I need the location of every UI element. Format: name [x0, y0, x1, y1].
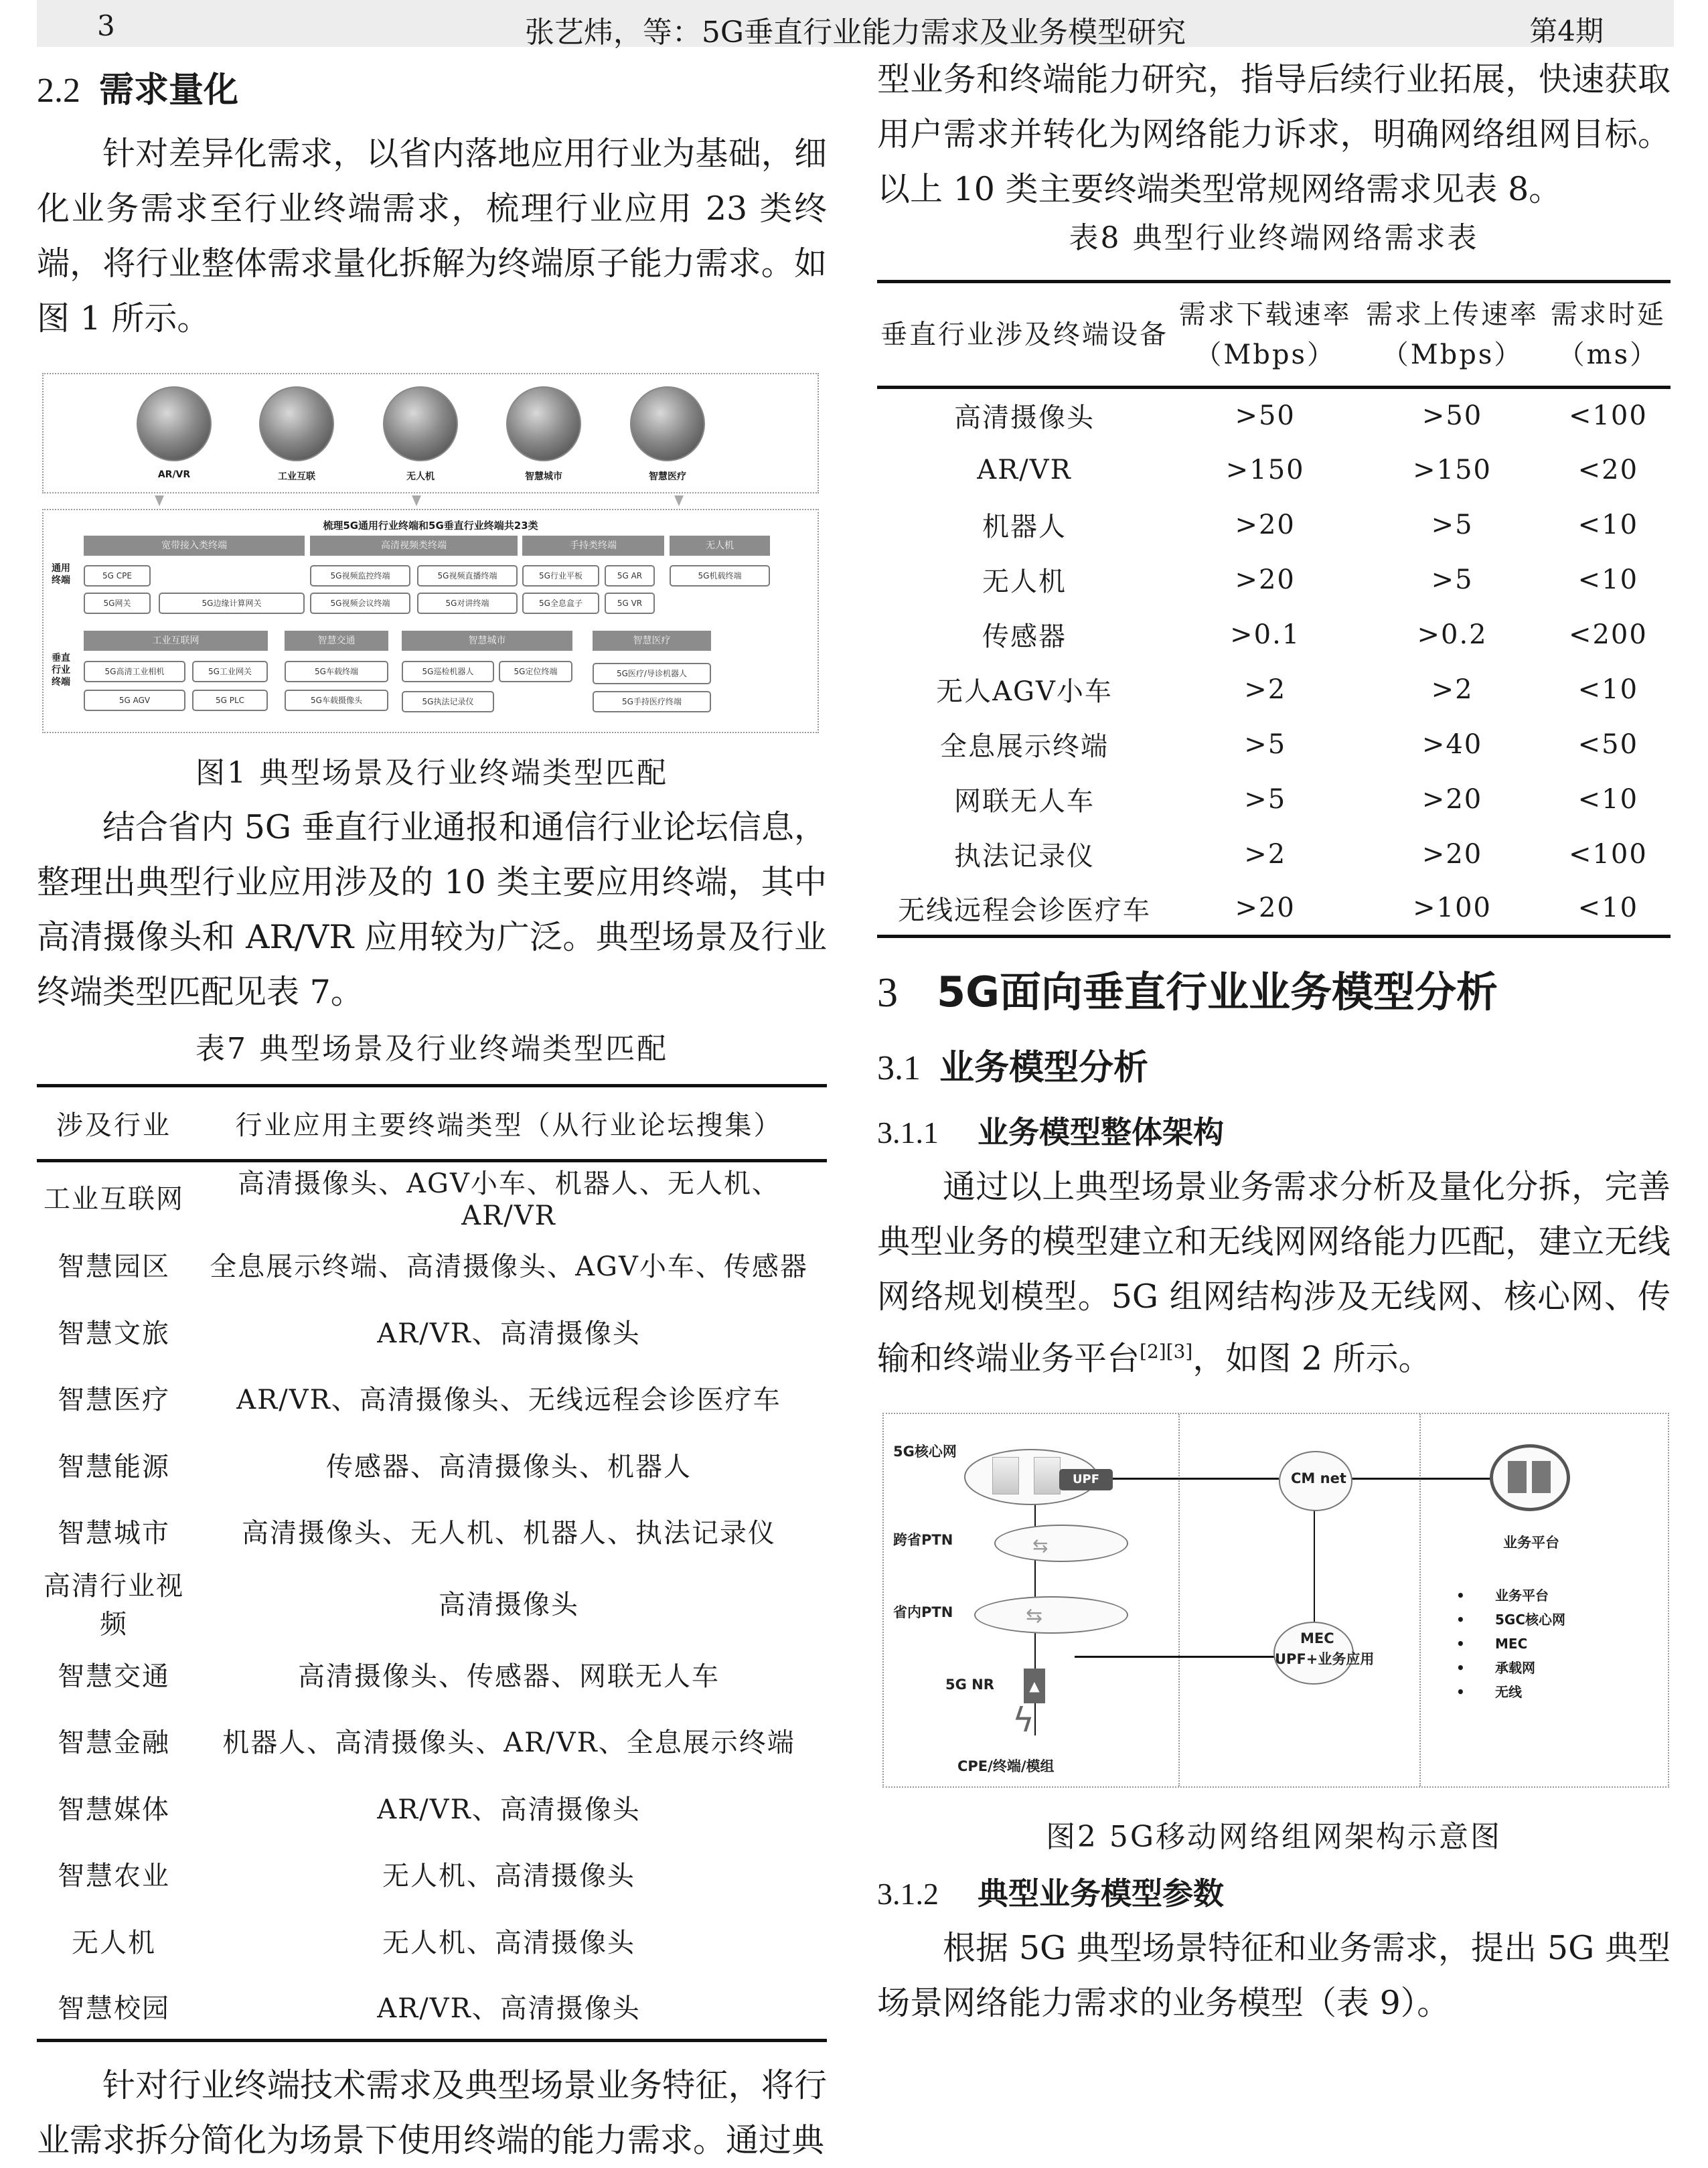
table-header-row	[877, 282, 1671, 388]
terminal-box: 5G行业平板	[522, 565, 599, 587]
category-smart-transport: 智慧交通	[285, 631, 388, 651]
table-row	[877, 552, 1671, 607]
table-8-caption: 表8 典型行业终端网络需求表	[1069, 221, 1479, 255]
figure-1	[37, 373, 827, 734]
general-terminal-label: 通用终端	[52, 563, 70, 586]
server-rack-icon	[1508, 1461, 1552, 1493]
table-row	[37, 1774, 827, 1841]
upload-rate-cell: >5	[1431, 509, 1474, 540]
terminal-types-cell: 高清摄像头、无人机、机器人、执法记录仪	[242, 1518, 776, 1549]
upload-rate-cell: >50	[1421, 400, 1483, 431]
latency-cell: <10	[1577, 674, 1639, 705]
switch-icon: ⇆	[1026, 1604, 1043, 1628]
table-8	[877, 280, 1671, 938]
latency-cell: <200	[1568, 619, 1648, 650]
upload-rate-cell: >0.2	[1417, 619, 1488, 650]
terminal-box: 5G PLC	[192, 690, 268, 711]
cmnet-label: CM net	[1291, 1470, 1346, 1487]
bullet-item: • 业务平台	[1456, 1583, 1565, 1608]
bullet-item: • MEC	[1456, 1632, 1565, 1656]
terminal-types-cell: 高清摄像头	[439, 1590, 579, 1620]
running-header	[37, 0, 1674, 50]
terminal-types-cell: 机器人、高清摄像头、AR/VR、全息展示终端	[222, 1727, 795, 1759]
terminal-box: 5G边缘计算网关	[159, 593, 305, 614]
table-row	[877, 772, 1671, 827]
industry-cell: 智慧城市	[58, 1518, 170, 1549]
category-industrial-internet: 工业互联网	[84, 631, 268, 651]
link-line	[1349, 1478, 1496, 1480]
scene-photo	[259, 386, 334, 461]
terminal-box: 5G视频会议终端	[310, 593, 410, 614]
column-header: 垂直行业涉及终端设备	[877, 282, 1172, 388]
cross-province-ptn-label: 跨省PTN	[893, 1532, 953, 1549]
download-rate-cell: >2	[1244, 838, 1287, 870]
link-line	[1314, 1508, 1315, 1635]
latency-cell: <20	[1577, 454, 1639, 485]
paragraph: 型业务和终端能力研究，指导后续行业拓展，快速获取用户需求并转化为网络能力诉求，明确网络组网目标。以上 10 类主要终端类型常规网络需求见表 8。	[877, 60, 1671, 208]
terminal-box: 5G巡检机器人	[402, 661, 494, 682]
left-column	[37, 60, 827, 2168]
bullet-item: • 承载网	[1456, 1656, 1565, 1680]
latency-cell: <100	[1568, 400, 1648, 431]
terminal-types-cell: AR/VR、高清摄像头、无线远程会诊医疗车	[236, 1385, 781, 1416]
table-row	[877, 607, 1671, 662]
table-row	[877, 827, 1671, 882]
terminal-box: 5G车载摄像头	[285, 690, 388, 711]
terminal-panel	[42, 509, 819, 733]
terminal-types-cell: 无人机、高清摄像头	[382, 1861, 635, 1892]
terminal-box: 5G全息盒子	[522, 593, 599, 614]
table-row	[37, 1565, 827, 1641]
paragraph: 根据 5G 典型场景特征和业务需求，提出 5G 典型场景网络能力需求的业务模型（表 9）。	[877, 1929, 1671, 2023]
upload-rate-cell: >150	[1413, 454, 1492, 485]
issue-number: 第4期	[1529, 15, 1604, 48]
right-column	[877, 60, 1671, 2031]
core-network-label: 5G核心网	[893, 1444, 957, 1460]
down-arrow-icon	[155, 495, 164, 506]
industry-cell: 智慧媒体	[58, 1794, 170, 1825]
table-row	[37, 1498, 827, 1565]
divider	[1178, 1414, 1180, 1786]
ptn-cloud-icon	[994, 1525, 1128, 1562]
terminal-box: 5G视频监控终端	[310, 565, 410, 587]
device-cell: 传感器	[982, 621, 1067, 652]
citation-ref: [2][3]	[1140, 1340, 1193, 1363]
table-row	[37, 1641, 827, 1708]
download-rate-cell: >20	[1235, 509, 1296, 540]
terminal-box: 5G工业网关	[192, 661, 268, 682]
table-7	[37, 1084, 827, 2042]
terminal-types-cell: 传感器、高清摄像头、机器人	[326, 1451, 692, 1482]
terminal-types-cell: AR/VR、高清摄像头	[377, 1318, 641, 1349]
device-cell: 无人AGV小车	[936, 676, 1113, 707]
table-row	[37, 1841, 827, 1908]
table-row	[37, 1365, 827, 1431]
section-heading-3-1-2: 3.1.2 典型业务模型参数	[877, 1875, 1224, 1912]
link-line	[1178, 1478, 1279, 1480]
device-cell: 全息展示终端	[940, 731, 1109, 762]
latency-cell: <10	[1577, 893, 1639, 924]
terminal-box: 5G视频直播终端	[417, 565, 518, 587]
upload-rate-cell: >20	[1421, 783, 1483, 815]
paragraph: 结合省内 5G 垂直行业通报和通信行业论坛信息，整理出典型行业应用涉及的 10 类主要应用终端，其中高清摄像头和 AR/VR 应用较为广泛。典型场景及行业终端类型匹配见表 7。	[37, 808, 827, 1011]
column-header: 需求上传速率 （Mbps）	[1358, 282, 1545, 388]
scene-photo	[137, 386, 212, 461]
industry-cell: 智慧医疗	[58, 1385, 170, 1416]
table-row	[877, 443, 1671, 497]
download-rate-cell: >20	[1235, 893, 1296, 924]
page-number: 3	[97, 9, 115, 42]
download-rate-cell: >20	[1235, 564, 1296, 595]
table-7-caption: 表7 典型场景及行业终端类型匹配	[196, 1032, 668, 1066]
down-arrow-icon	[674, 495, 684, 506]
vertical-terminal-label: 垂直行业终端	[52, 653, 70, 688]
download-rate-cell: >2	[1244, 674, 1287, 705]
upload-rate-cell: >2	[1431, 674, 1474, 705]
latency-cell: <50	[1577, 728, 1639, 760]
latency-cell: <10	[1577, 509, 1639, 540]
terminal-box: 5G医疗/导诊机器人	[593, 663, 711, 684]
scene-photo	[383, 386, 458, 461]
industry-cell: 智慧能源	[58, 1451, 170, 1482]
category-smart-city: 智慧城市	[402, 631, 572, 651]
industry-cell: 智慧文旅	[58, 1318, 170, 1349]
terminal-box: 5G AGV	[84, 690, 185, 711]
table-row	[37, 1431, 827, 1498]
industry-cell: 无人机	[72, 1927, 156, 1958]
scene-drone: 无人机	[380, 386, 461, 483]
bullet-item: • 5GC核心网	[1456, 1608, 1565, 1632]
category-hd-video: 高清视频类终端	[310, 536, 518, 556]
table-row	[37, 1908, 827, 1975]
table-row	[37, 1298, 827, 1365]
column-header: 行业应用主要终端类型（从行业论坛搜集）	[191, 1086, 827, 1161]
divider	[1419, 1414, 1421, 1786]
scene-panel	[42, 373, 819, 493]
upload-rate-cell: >20	[1421, 838, 1483, 870]
terminal-types-cell: 高清摄像头、AGV小车、机器人、无人机、AR/VR	[238, 1168, 780, 1231]
figure-2-caption: 图2 5G移动网络组网架构示意图	[1045, 1820, 1502, 1855]
latency-cell: <10	[1577, 783, 1639, 815]
link-line	[1075, 1656, 1275, 1658]
bullet-item: • 无线	[1456, 1680, 1565, 1704]
table-row	[877, 662, 1671, 717]
scene-smart-medical: 智慧医疗	[627, 386, 708, 483]
scene-ar-vr: AR/VR	[134, 386, 214, 480]
scene-smart-city: 智慧城市	[503, 386, 584, 483]
server-icon	[992, 1457, 1019, 1494]
scene-photo	[506, 386, 581, 461]
device-cell: 无人机	[982, 566, 1067, 597]
running-title: 张艺炜，等：5G垂直行业能力需求及业务模型研究	[524, 15, 1186, 50]
terminal-box: 5G VR	[605, 593, 655, 614]
column-header: 需求下载速率 （Mbps）	[1172, 282, 1358, 388]
table-row	[37, 1231, 827, 1298]
server-icon	[1034, 1457, 1061, 1494]
terminal-box: 5G网关	[84, 593, 151, 614]
column-header: 涉及行业	[37, 1086, 191, 1161]
industry-cell: 智慧交通	[58, 1660, 170, 1692]
wireless-signal-icon: ϟ	[1012, 1701, 1034, 1740]
table-header-row	[37, 1086, 827, 1161]
device-cell: 机器人	[982, 512, 1067, 542]
terminal-box: 5G执法记录仪	[402, 691, 494, 712]
table-row	[37, 1974, 827, 2041]
device-cell: 执法记录仪	[954, 841, 1095, 872]
upload-rate-cell: >100	[1413, 893, 1492, 924]
section-heading-2-2: 2.2 需求量化	[37, 70, 239, 110]
base-station-icon: ▲	[1024, 1669, 1045, 1703]
platform-bullet-list	[1456, 1583, 1565, 1704]
mec-sub-label: UPF+业务应用	[1275, 1651, 1375, 1668]
province-ptn-label: 省内PTN	[893, 1604, 953, 1621]
terminal-box: 5G机载终端	[670, 565, 770, 587]
industry-cell: 智慧金融	[58, 1727, 170, 1759]
terminal-box: 5G车载终端	[285, 661, 388, 682]
paragraph: 通过以上典型场景业务需求分析及量化分拆，完善典型业务的模型建立和无线网网络能力匹配，建立无线网络规划模型。5G 组网结构涉及无线网、核心网、传输和终端业务平台[2][3]，如图 2 所示。	[877, 1168, 1671, 1378]
terminal-panel-title: 梳理5G通用行业终端和5G垂直行业终端共23类	[323, 520, 538, 532]
category-drone: 无人机	[670, 536, 770, 556]
device-cell: 网联无人车	[954, 786, 1095, 817]
section-heading-3: 3 5G面向垂直行业业务模型分析	[877, 967, 1498, 1016]
industry-cell: 智慧园区	[58, 1251, 170, 1283]
scene-photo	[630, 386, 705, 461]
down-arrow-icon	[412, 495, 421, 506]
terminal-types-cell: AR/VR、高清摄像头	[377, 1794, 641, 1825]
category-smart-medical: 智慧医疗	[593, 631, 711, 651]
terminal-box: 5G定位终端	[499, 661, 572, 682]
table-row	[877, 388, 1671, 443]
table-row	[877, 882, 1671, 937]
terminal-types-cell: 高清摄像头、传感器、网联无人车	[298, 1660, 720, 1692]
category-broadband: 宽带接入类终端	[84, 536, 305, 556]
cpe-label: CPE/终端/模组	[957, 1758, 1055, 1775]
platform-label: 业务平台	[1503, 1535, 1559, 1551]
table-row	[37, 1161, 827, 1232]
terminal-box: 5G CPE	[84, 565, 151, 587]
terminal-box: 5G手持医疗终端	[593, 691, 711, 712]
industry-cell: 智慧农业	[58, 1861, 170, 1892]
upload-rate-cell: >40	[1421, 728, 1483, 760]
figure-1-caption: 图1 典型场景及行业终端类型匹配	[196, 756, 668, 790]
industry-cell: 工业互联网	[44, 1184, 184, 1215]
download-rate-cell: >50	[1235, 400, 1296, 431]
table-row	[37, 1707, 827, 1774]
device-cell: AR/VR	[977, 454, 1072, 485]
upf-box: UPF	[1059, 1469, 1113, 1490]
ptn-cloud-icon	[974, 1596, 1128, 1634]
download-rate-cell: >0.1	[1230, 619, 1301, 650]
category-handheld: 手持类终端	[522, 536, 664, 556]
terminal-types-cell: 无人机、高清摄像头	[382, 1927, 635, 1958]
table-row	[877, 497, 1671, 552]
industry-cell: 高清行业视频	[44, 1570, 184, 1640]
device-cell: 高清摄像头	[954, 402, 1095, 434]
paragraph: 针对行业终端技术需求及典型场景业务特征，将行业需求拆分简化为场景下使用终端的能力需求。通过典	[37, 2066, 827, 2159]
latency-cell: <100	[1568, 838, 1648, 870]
terminal-box: 5G AR	[605, 565, 655, 587]
terminal-types-cell: AR/VR、高清摄像头	[377, 1993, 641, 2024]
table-row	[877, 717, 1671, 772]
upload-rate-cell: >5	[1431, 564, 1474, 595]
download-rate-cell: >5	[1244, 783, 1287, 815]
section-heading-3-1: 3.1 业务模型分析	[877, 1048, 1149, 1088]
figure-2	[882, 1413, 1669, 1788]
switch-icon: ⇆	[1032, 1535, 1049, 1557]
industry-cell: 智慧校园	[58, 1993, 170, 2024]
terminal-box: 5G对讲终端	[417, 593, 518, 614]
terminal-types-cell: 全息展示终端、高清摄像头、AGV小车、传感器	[210, 1251, 808, 1283]
download-rate-cell: >150	[1225, 454, 1305, 485]
column-header: 需求时延 （ms）	[1546, 282, 1671, 388]
terminal-box: 5G高清工业相机	[84, 661, 185, 682]
paragraph: 针对差异化需求，以省内落地应用行业为基础，细化业务需求至行业终端需求，梳理行业应用 23 类终端，将行业整体需求量化拆解为终端原子能力需求。如图 1 所示。	[37, 135, 827, 337]
latency-cell: <10	[1577, 564, 1639, 595]
download-rate-cell: >5	[1244, 728, 1287, 760]
mec-label: MEC	[1300, 1630, 1334, 1647]
scene-industrial: 工业互联	[256, 386, 337, 483]
5g-nr-label: 5G NR	[945, 1677, 994, 1693]
section-heading-3-1-1: 3.1.1 业务模型整体架构	[877, 1114, 1224, 1150]
device-cell: 无线远程会诊医疗车	[898, 895, 1151, 926]
